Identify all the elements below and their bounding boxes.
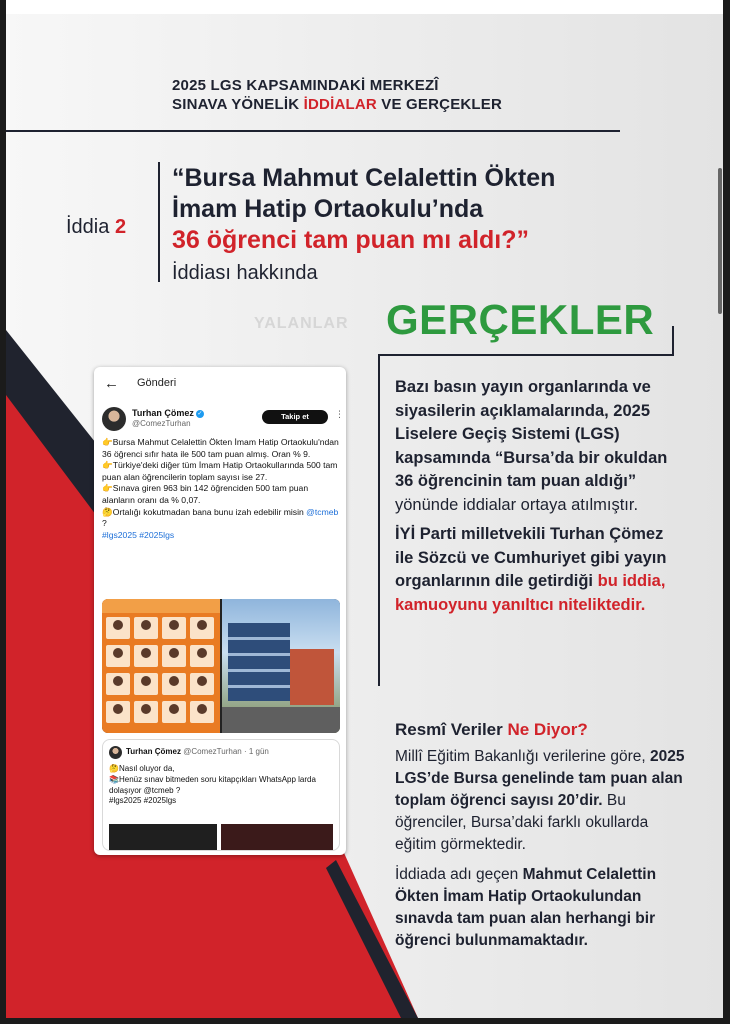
- quoted-text: 🤔Nasıl oluyor da, 📚Henüz sınav bitmeden soru kitapçıkları WhatsApp larda dolaşıyor @tcmeb ? #lgs2025 #2025lgs: [109, 764, 316, 806]
- facts-frame: [378, 354, 380, 686]
- quoted-media: [109, 824, 217, 850]
- facts-heading: GERÇEKLER: [386, 296, 655, 343]
- scrollbar[interactable]: [718, 168, 722, 314]
- official-heading: Resmî Veriler Ne Diyor?: [395, 720, 588, 739]
- claim-label: İddia 2: [66, 216, 127, 238]
- facts-verdict: bu iddia, kamuoyunu yanıltıcı niteliktedir.: [395, 572, 666, 614]
- tweet-handle: @ComezTurhan: [132, 419, 191, 428]
- facts-paragraph-2: İYİ Parti milletvekili Turhan Çömez ile Sözcü ve Cumhuriyet gibi yayın organlarının dile getirdiği bu iddia, kamuoyunu yanıltıcı niteliktedir.: [395, 525, 667, 614]
- tweet-author: [102, 407, 344, 433]
- header-divider: [6, 130, 620, 132]
- facts-frame: [672, 326, 674, 354]
- background-ghost-text: YALANLAR: [254, 315, 349, 332]
- infographic-page: [6, 0, 723, 1018]
- quoted-tweet[interactable]: [102, 739, 340, 851]
- facts-frame: [380, 354, 674, 356]
- claim-divider: [158, 162, 160, 282]
- mention-link[interactable]: @tcmeb: [306, 506, 339, 517]
- header-highlight: İDDİALAR: [303, 96, 377, 113]
- header-line-2: SINAVA YÖNELİK İDDİALAR VE GERÇEKLER: [172, 96, 503, 113]
- official-body: [395, 746, 685, 960]
- header-line-1: 2025 LGS KAPSAMINDAKİ MERKEZÎ: [172, 77, 439, 94]
- school-building-image: [222, 599, 340, 733]
- facts-paragraph-1: Bazı basın yayın organlarında ve siyasilerin açıklamalarında, 2025 Liselere Geçiş Sistemi (LGS) kapsamında “Bursa’da bir okuldan 36 öğrencinin tam puan aldığı” yönünde iddialar ortaya atılmıştır.: [395, 378, 668, 514]
- more-options-icon[interactable]: ⋮: [335, 409, 344, 419]
- avatar: [109, 746, 122, 759]
- tweet-text: 👉Bursa Mahmut Celalettin Ökten İmam Hatip Ortaokulu'ndan 36 öğrenci sıfır hata ile 500 tam puan almış. Oran % 9. 👉Türkiye'deki diğer tüm İmam Hatip Ortaokullarında 500 tam puan alan öğrencilerin toplam sayısı ise 27. 👉Sınava giren 963 bin 142 öğrenciden 500 tam puan alanların oranı da % 0,07. 🤔Ortalığı kokutmadan bana bunu izah edebilir misin @tcmeb ? #lgs2025 #2025lgs: [102, 437, 339, 540]
- back-arrow-icon[interactable]: ←: [104, 374, 119, 392]
- official-paragraph-1: Millî Eğitim Bakanlığı verilerine göre, 2025 LGS’de Bursa genelinde tam puan alan toplam öğrenci sayısı 20’dir. Bu öğrenciler, Bursa’daki farklı okullarda eğitim görmektedir.: [395, 748, 685, 853]
- facts-quote: “Bursa’da bir okuldan 36 öğrencinin tam puan aldığı”: [395, 448, 668, 490]
- claim-title: “Bursa Mahmut Celalettin Ökten İmam Hatip Ortaokulu’nda 36 öğrenci tam puan mı aldı?”: [172, 164, 556, 254]
- claim-number: 2: [114, 216, 127, 238]
- student-poster-image: [102, 599, 220, 733]
- tweet-screenshot: [94, 367, 346, 855]
- tweet-user-name[interactable]: Turhan Çömez ✓: [132, 408, 203, 418]
- avatar[interactable]: [102, 407, 126, 431]
- official-paragraph-2: İddiada adı geçen Mahmut Celalettin Ökten İmam Hatip Ortaokulundan sınavda tam puan alan herhangi bir öğrenci bulunmamaktadır.: [395, 866, 657, 949]
- page-header: [172, 76, 592, 114]
- quoted-user: Turhan Çömez @ComezTurhan · 1 gün: [126, 747, 269, 756]
- verified-badge-icon: ✓: [197, 410, 203, 417]
- tweet-media[interactable]: [102, 599, 340, 733]
- quoted-media: [221, 824, 333, 850]
- follow-button[interactable]: Takip et: [262, 410, 328, 424]
- tweet-screen-title: Gönderi: [137, 377, 177, 389]
- claim-subtitle: İddiası hakkında: [172, 262, 318, 284]
- facts-body: [395, 376, 685, 623]
- hashtag-links[interactable]: #lgs2025 #2025lgs: [102, 529, 175, 540]
- tweet-topbar: [94, 367, 346, 399]
